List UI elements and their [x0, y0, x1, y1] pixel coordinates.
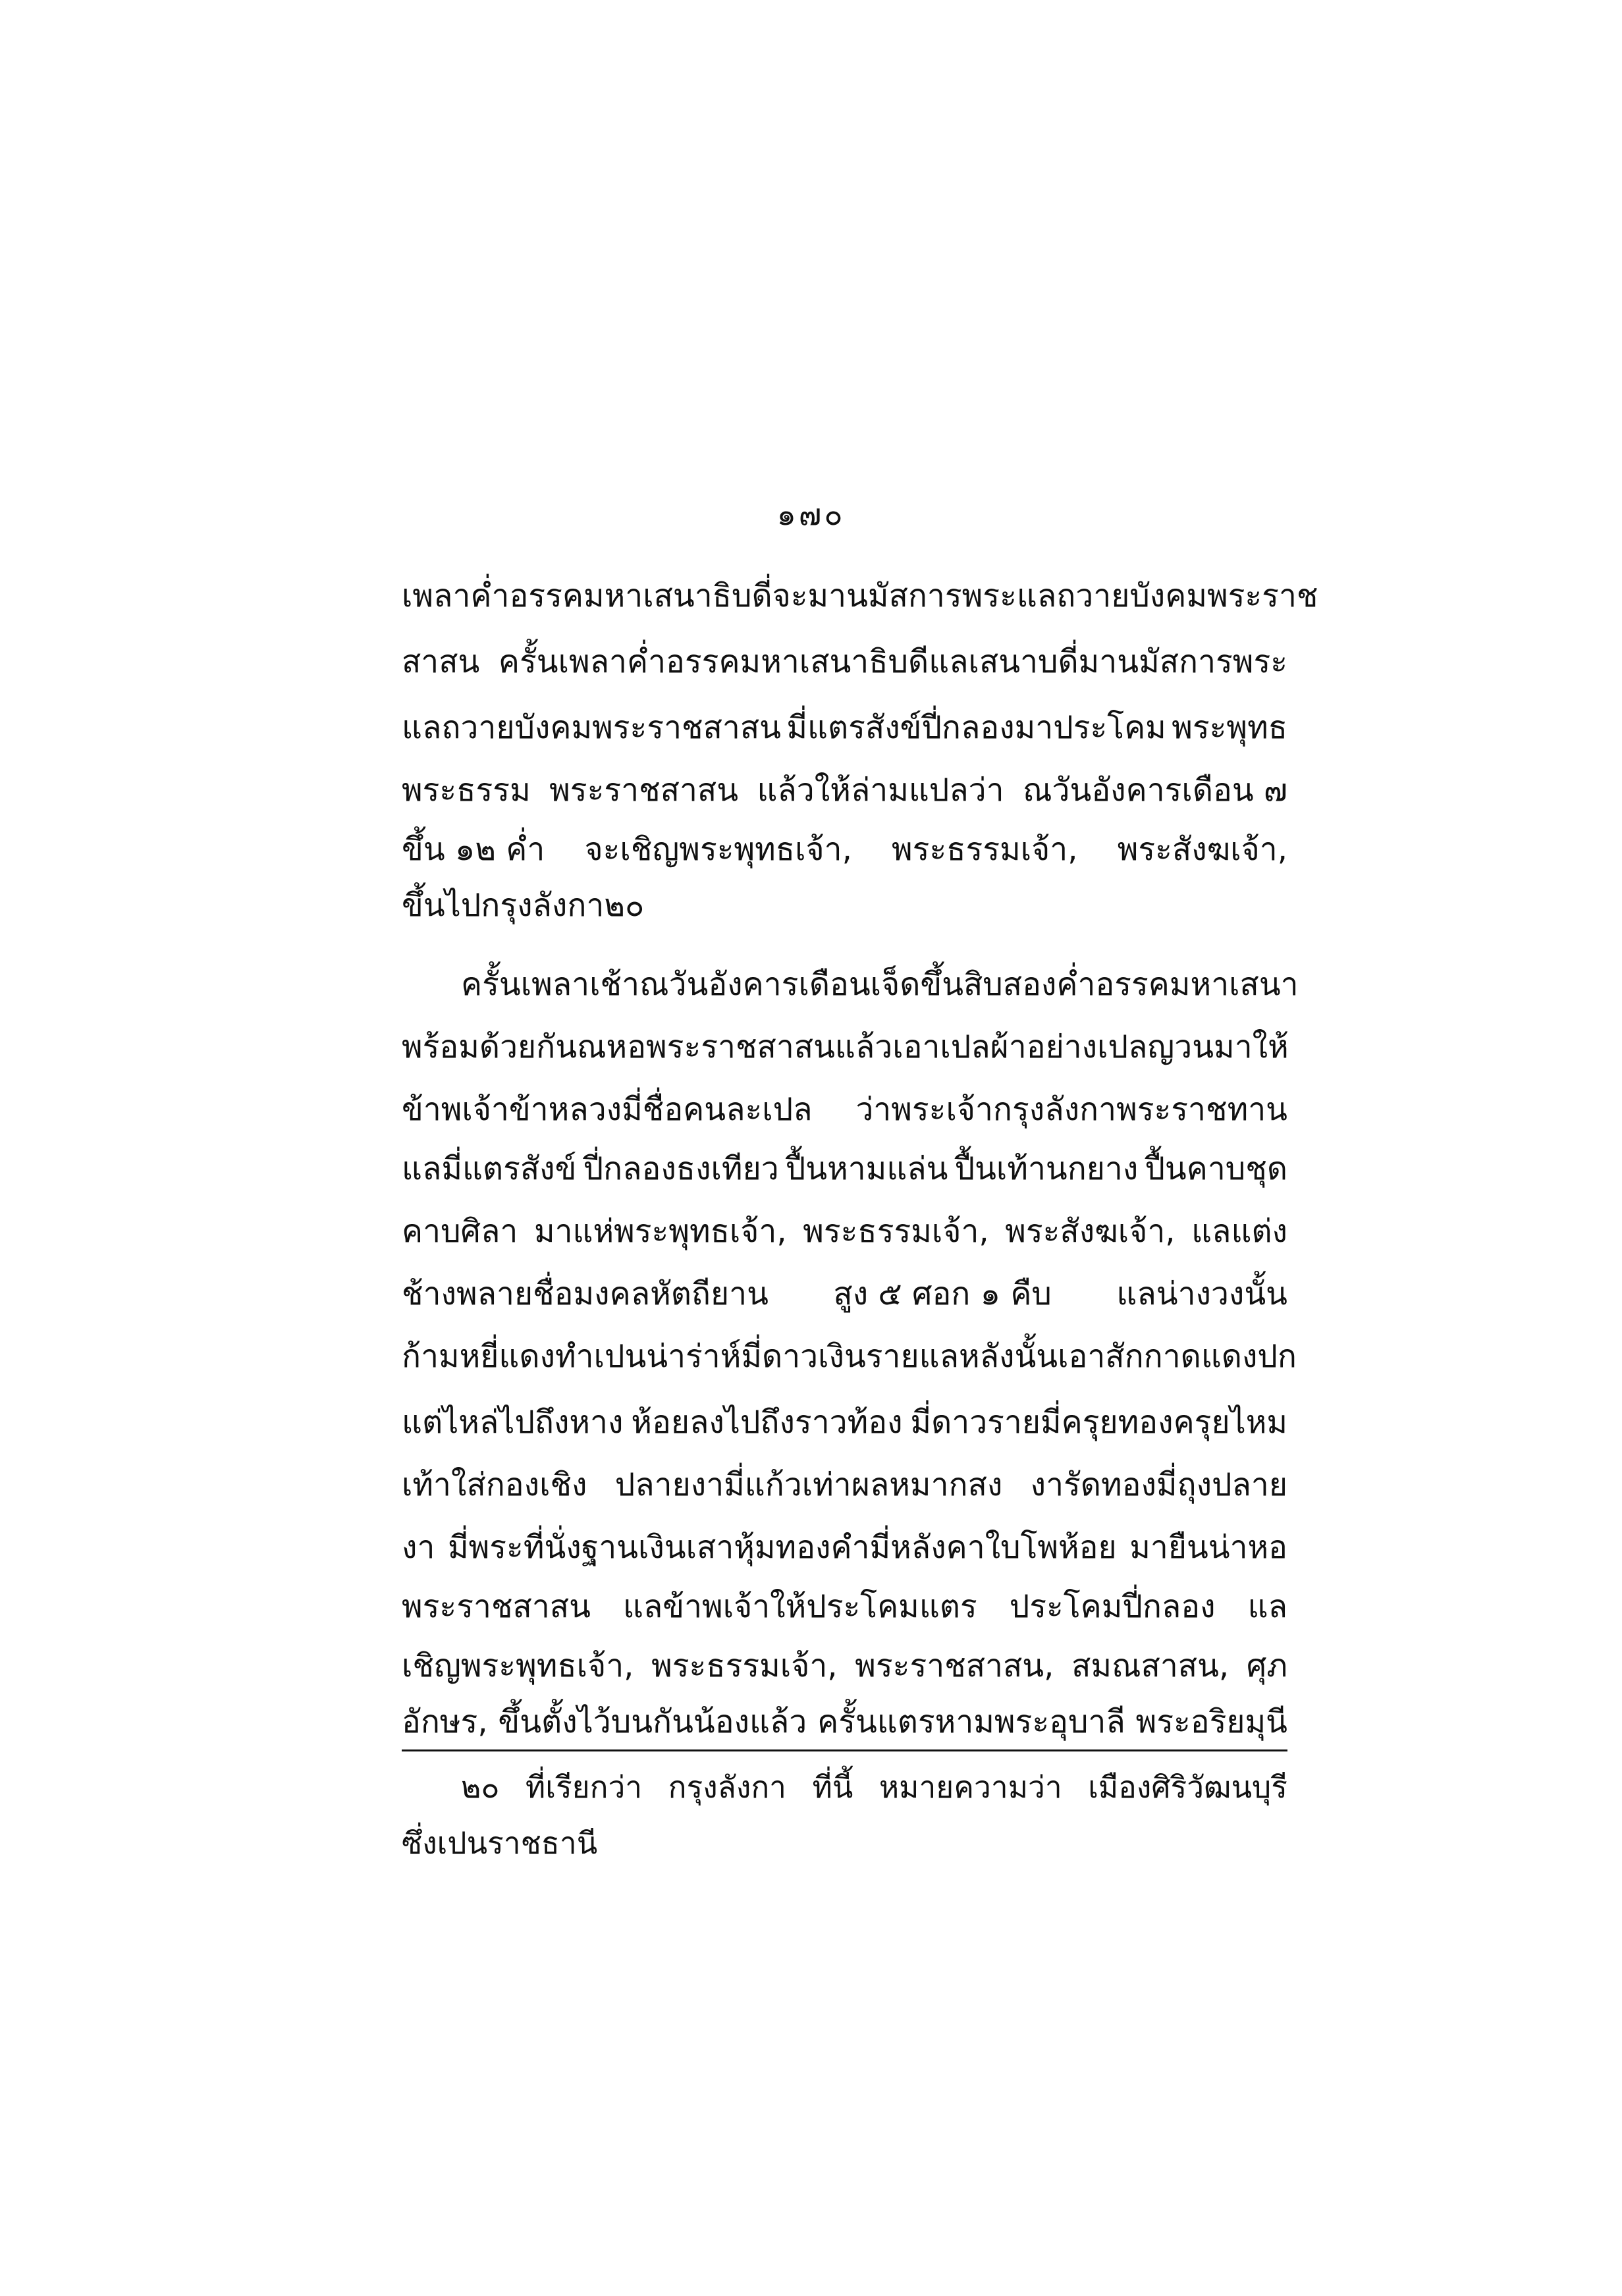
- text-line: [402, 576, 1318, 616]
- text-segment: มี่พระที่นั่งฐานเงินเสาหุ้มทองคำมี่หลังคาใบโพห้อย: [447, 1529, 1117, 1566]
- text-segment: ศุภ: [1246, 1647, 1287, 1684]
- text-segment: พระธรรมเจ้า,: [803, 1213, 989, 1250]
- text-segment: แล: [1247, 1588, 1287, 1625]
- text-segment: ช้างพลายชื่อมงคลหัตถียาน: [402, 1275, 769, 1312]
- text-line: [402, 1212, 1287, 1251]
- text-segment: ห้อยลงไปถึงราวท้อง: [631, 1404, 903, 1441]
- text-segment: เชิญพระพุทธเจ้า,: [402, 1647, 634, 1684]
- text-line: [402, 1465, 1287, 1505]
- text-segment: เท้าใส่กองเชิง: [402, 1466, 587, 1503]
- text-segment: ครั้นแตรหามพระอุบาลี: [817, 1703, 1125, 1740]
- text-segment: ครั้นเพลาเช้าณวันอังคารเดือนเจ็ดขึ้นสิบสองค่ำ: [461, 966, 1096, 1003]
- text-segment: แล้วให้ล่ามแปลว่า: [757, 772, 1004, 809]
- text-segment: ณวันอังคารเดือน ๗: [1023, 772, 1287, 809]
- text-segment: ขึ้นไปกรุงลังกา๒๐: [402, 887, 645, 924]
- footnote-line-2: ซึ่งเปนราชธานี: [402, 1825, 598, 1861]
- text-segment: เอาเปลผ้าอย่างเปลญวนมาให้: [892, 1028, 1289, 1065]
- text-segment: พระราชสาสน,: [855, 1647, 1054, 1684]
- text-line: [402, 708, 1287, 747]
- text-segment: พระพุทธ: [1172, 709, 1287, 746]
- text-segment: มี่ดาวรายมี่ครุยทองครุยไหม: [910, 1404, 1287, 1441]
- text-line: [402, 1646, 1287, 1686]
- page-number: ๑๗๐: [776, 496, 846, 532]
- text-segment: ประโคมปี่กลอง: [1009, 1588, 1216, 1625]
- text-segment: งารัดทองมี่ถุงปลาย: [1030, 1466, 1287, 1503]
- text-segment: สมณสาสน,: [1071, 1647, 1230, 1684]
- text-segment: พระราชสาสน: [402, 1588, 591, 1625]
- text-line: [402, 1337, 1297, 1376]
- text-line: [402, 1587, 1287, 1626]
- text-segment: ขึ้น ๑๒ ค่ำ: [402, 831, 545, 868]
- text-segment: พระราชสาสน: [549, 772, 739, 809]
- text-segment: ปี่กลองธงเทียว: [583, 1150, 779, 1187]
- text-segment: แลหลังนั้นเอาสักกาดแดงปก: [919, 1338, 1297, 1375]
- text-line: [402, 1149, 1287, 1188]
- text-segment: แลถวายบังคมพระราชสาสน: [402, 709, 781, 746]
- footnote-segment: กรุงลังกา: [668, 1769, 787, 1805]
- text-segment: แลแต่ง: [1191, 1213, 1287, 1250]
- text-segment: ปื้นเท้านกยาง: [954, 1150, 1139, 1187]
- text-line: [402, 1027, 1287, 1067]
- text-line: [402, 1090, 1287, 1129]
- footnote-divider: [402, 1749, 1287, 1751]
- text-segment: ขึ้นตั้งไว้บนกันน้องแล้ว: [498, 1703, 807, 1740]
- text-segment: พระธรรมเจ้า,: [892, 831, 1078, 868]
- text-segment: พระอริยมุนี: [1135, 1703, 1287, 1740]
- text-segment: ก้ามหยี่แดงทำเปนน่าร่าห์มี่ดาวเงินราย: [402, 1338, 919, 1375]
- text-segment: มี่แตรสังข์ปี่กลองมาประโคม: [786, 709, 1166, 746]
- text-segment: ปลายงามี่แก้วเท่าผลหมากสง: [614, 1466, 1003, 1503]
- text-line: [461, 965, 1299, 1004]
- footnote-segment: ที่เรียกว่า: [525, 1769, 643, 1805]
- text-line: [402, 830, 1287, 869]
- text-segment: สาสน: [402, 643, 480, 680]
- footnote-segment: เมืองศิริวัฒนบุรี: [1088, 1769, 1287, 1805]
- footnote-segment: ที่นี้: [812, 1769, 853, 1805]
- text-segment: พระสังฆเจ้า,: [1117, 831, 1287, 868]
- text-segment: มายืนน่าหอ: [1129, 1529, 1287, 1566]
- text-line: [402, 1402, 1287, 1442]
- text-segment: แลมี่แตรสังข์: [402, 1150, 577, 1187]
- footnote-segment: หมายความว่า: [879, 1769, 1062, 1805]
- footnote-segment: ๒๐: [461, 1769, 500, 1805]
- text-segment: แลถวายบังคมพระราช: [1016, 577, 1318, 614]
- text-segment: ครั้นเพลาค่ำอรรคมหาเสนาธิบดีแลเสนาบดี่มานมัสการพระ: [498, 643, 1287, 680]
- footnote-line-1: [461, 1768, 1287, 1806]
- text-segment: เพลาค่ำอรรคมหาเสนาธิบดี่จะมานมัสการพระ: [402, 577, 1017, 614]
- text-segment: จะเชิญพระพุทธเจ้า,: [584, 831, 852, 868]
- text-segment: ปื้นหามแล่น: [785, 1150, 948, 1187]
- text-line: [402, 1528, 1287, 1567]
- text-segment: งา: [402, 1529, 435, 1566]
- text-segment: มาแห่พระพุทธเจ้า,: [533, 1213, 787, 1250]
- text-segment: พระธรรม: [402, 772, 531, 809]
- text-segment: คาบศิลา: [402, 1213, 518, 1250]
- text-line: [402, 1702, 1287, 1742]
- text-segment: สูง ๕ ศอก ๑ คืบ: [833, 1275, 1052, 1312]
- text-line: [402, 642, 1287, 681]
- text-segment: แลข้าพเจ้าให้ประโคมแตร: [622, 1588, 977, 1625]
- text-segment: ว่าพระเจ้ากรุงลังกาพระราชทาน: [855, 1091, 1287, 1128]
- text-segment: แต่ไหล่ไปถึงหาง: [402, 1404, 624, 1441]
- text-segment: ปื้นคาบชุด: [1145, 1150, 1287, 1187]
- text-line: [402, 1274, 1287, 1314]
- text-segment: อรรคมหาเสนา: [1095, 966, 1299, 1003]
- text-segment: อักษร,: [402, 1703, 488, 1740]
- text-line: [402, 770, 1287, 810]
- text-segment: พร้อมด้วยกันณหอพระราชสาสนแล้ว: [402, 1028, 893, 1065]
- text-segment: แลน่างวงนั้น: [1116, 1275, 1287, 1312]
- text-line: [402, 886, 1287, 925]
- text-segment: พระธรรมเจ้า,: [651, 1647, 838, 1684]
- text-segment: พระสังฆเจ้า,: [1005, 1213, 1176, 1250]
- text-segment: ข้าพเจ้าข้าหลวงมี่ชื่อคนละเปล: [402, 1091, 813, 1128]
